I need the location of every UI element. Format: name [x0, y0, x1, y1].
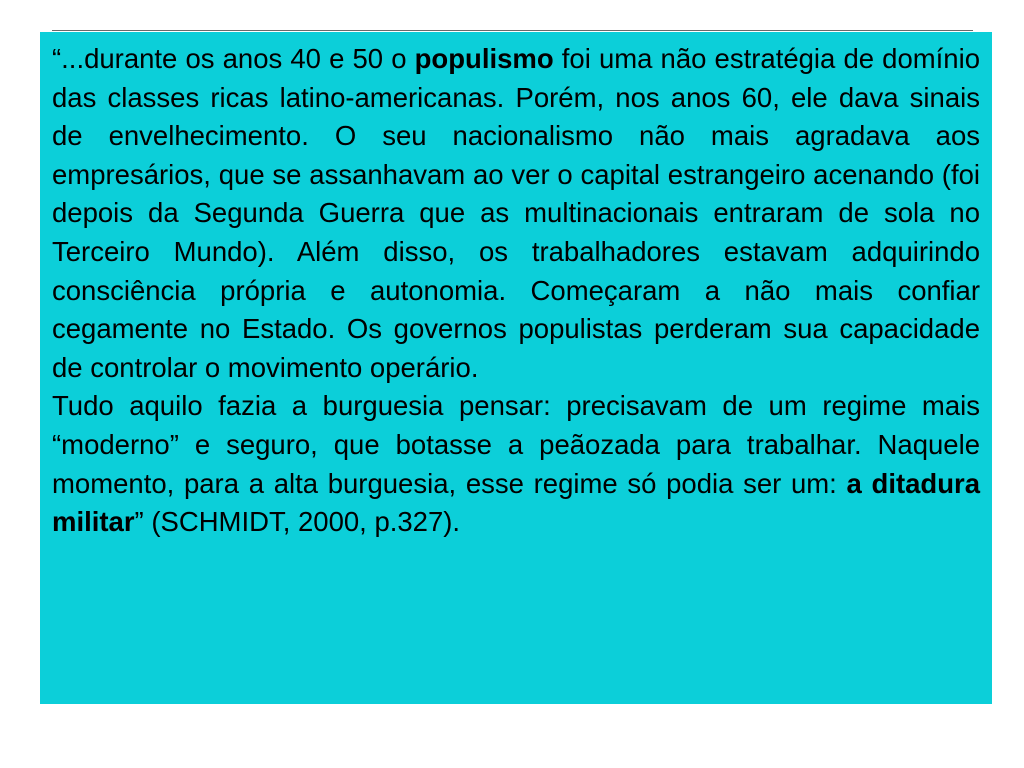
quote-paragraph-1 — [52, 40, 980, 387]
keyword-ditadura-militar: a ditadura militar — [52, 467, 981, 538]
keyword-populismo: populismo — [414, 43, 554, 74]
quote-paragraph-2 — [52, 387, 980, 541]
top-divider-line — [52, 30, 973, 31]
quote-p2-text-start: Tudo aquilo fazia a burguesia pensar: precisavam de um regime mais “moderno” e seguro, que botasse a peãozada para trabalhar. Naquele momento, para a alta burguesia, esse regime só podia ser um: — [52, 390, 980, 499]
quote-p1-text-start: “...durante os anos 40 e 50 o — [52, 43, 415, 74]
quote-citation: ” (SCHMIDT, 2000, p.327). — [134, 506, 461, 538]
quote-p1-text-end: foi uma não estratégia de domínio das classes ricas latino-americanas. Porém, nos anos 60, ele dava sinais de envelhecimento. O seu nacionalismo não mais agradava aos empresários, que se assanhavam ao ver o capital estrangeiro acenando (foi depois da Segunda Guerra que as multinacionais entraram de sola no Terceiro Mundo). Além disso, os trabalhadores estavam adquirindo consciência própria e autonomia. Começaram a não mais confiar cegamente no Estado. Os governos populistas perderam sua capacidade de controlar o movimento operário. — [52, 43, 980, 383]
quote-box — [40, 32, 992, 704]
